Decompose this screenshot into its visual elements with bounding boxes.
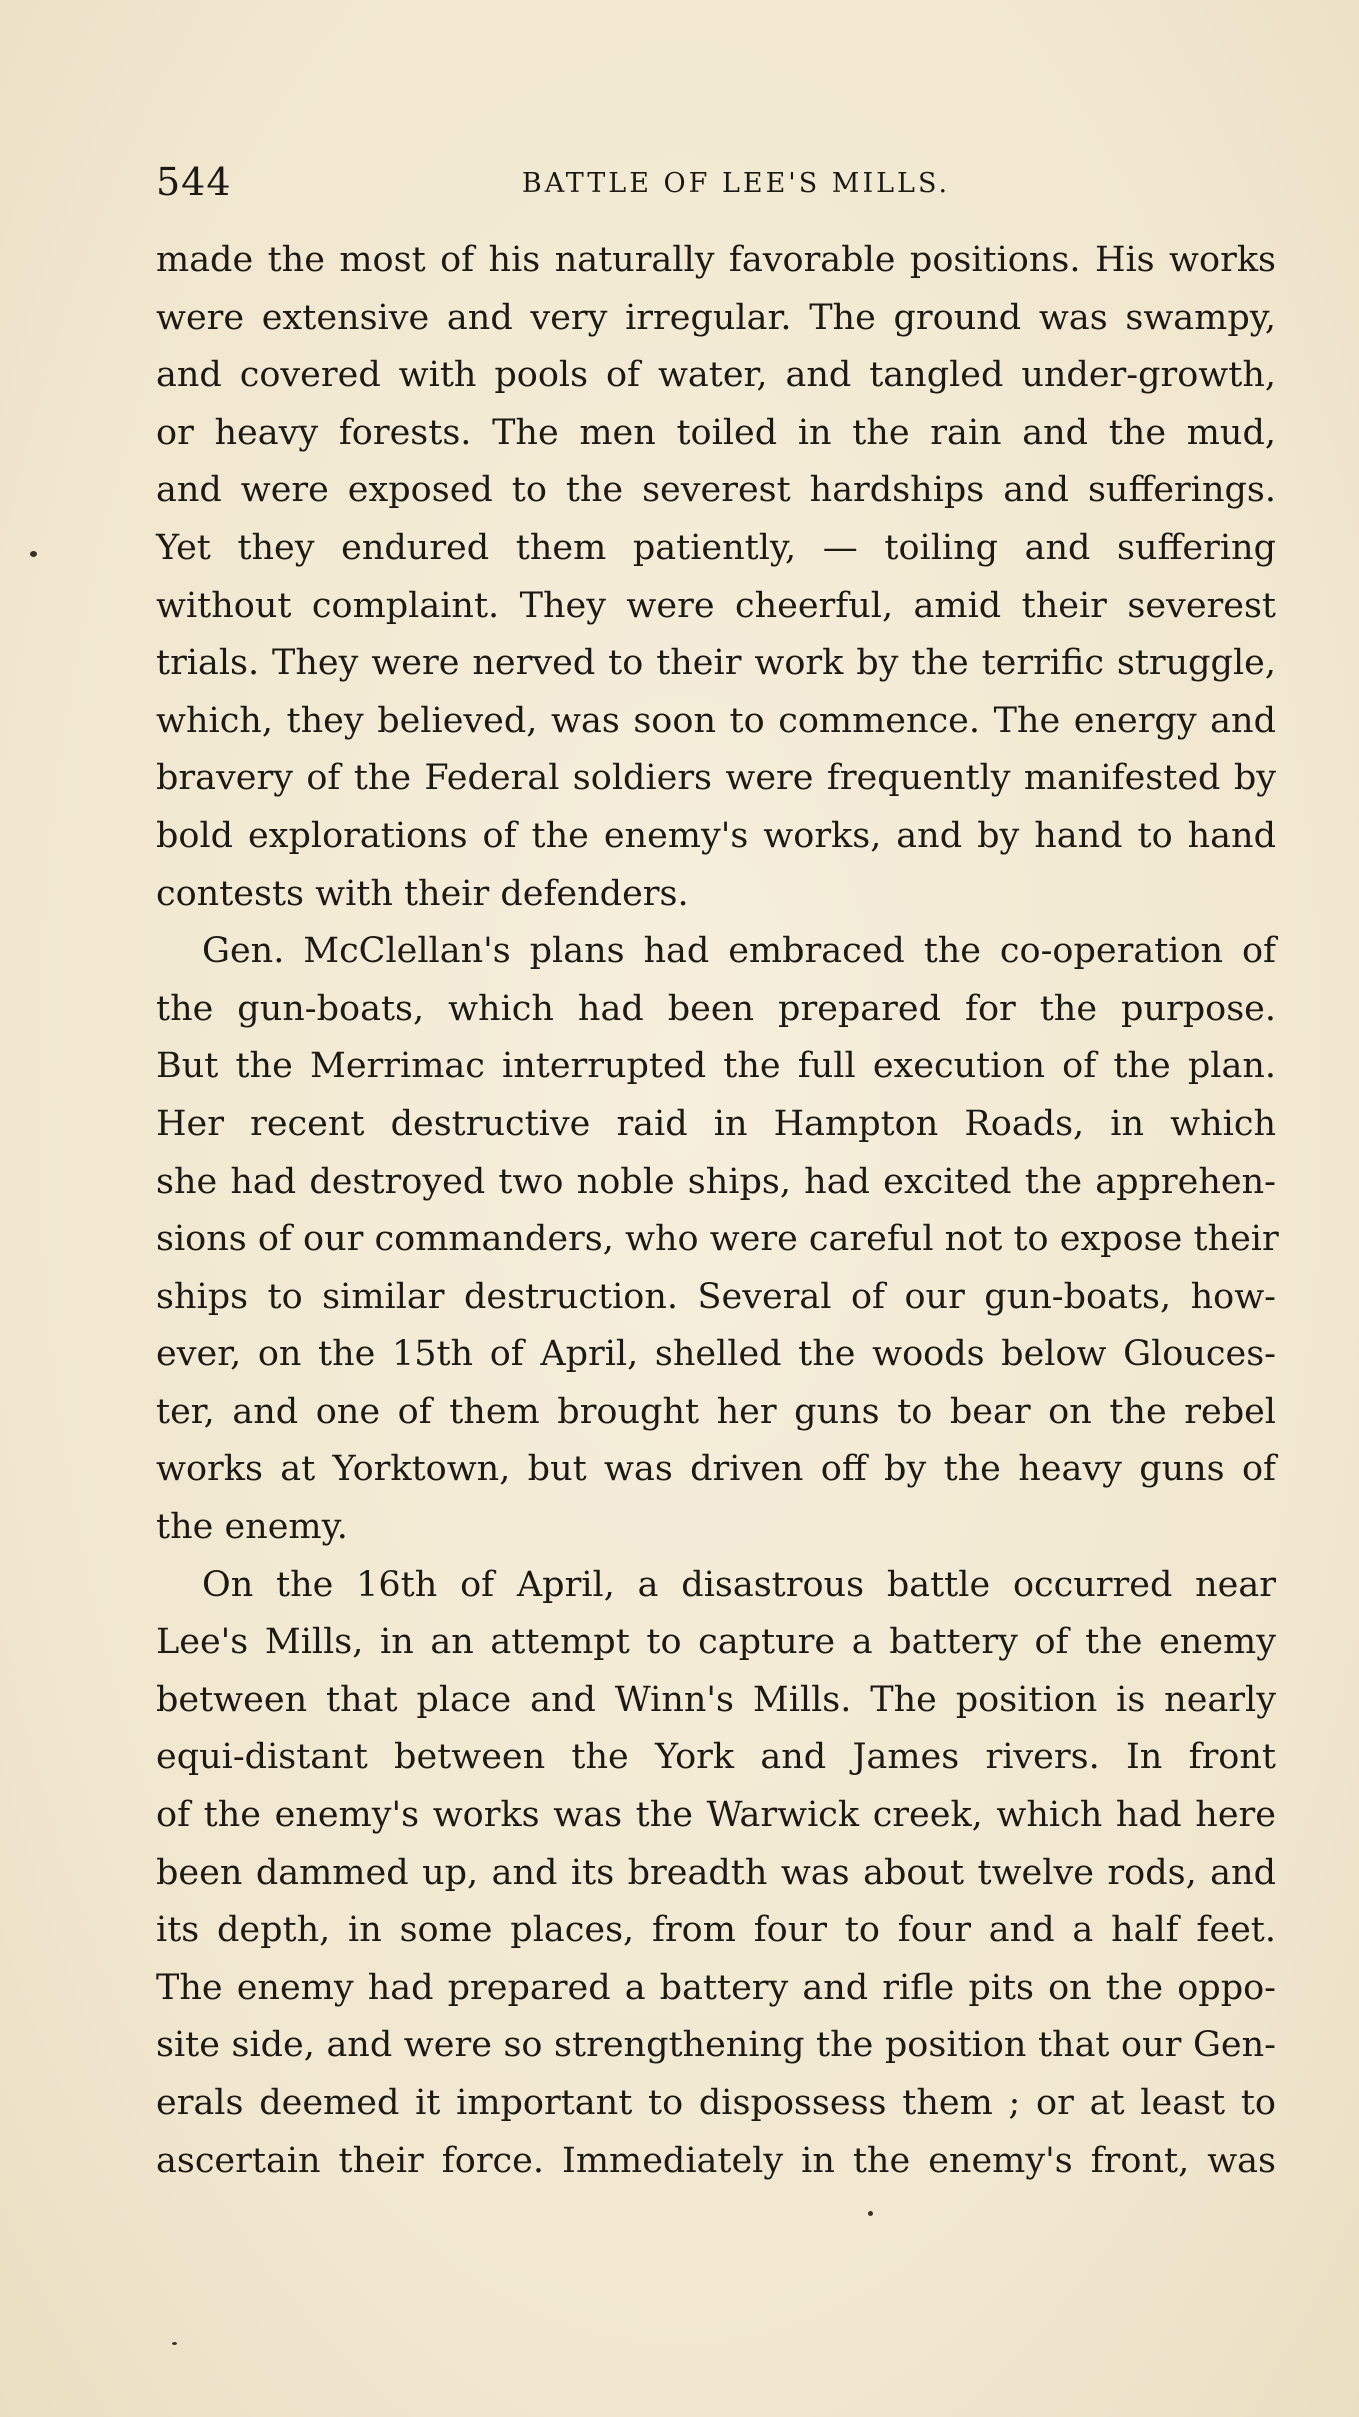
text-line: site side, and were so strengthening the position that our Gen-: [156, 2025, 1276, 2066]
text-line: ascertain their force. Immediately in the enemy's front, was: [156, 2140, 1276, 2181]
text-line: Yet they endured them patiently, — toiling and suffering: [156, 527, 1276, 568]
text-line: the enemy.: [156, 1507, 348, 1548]
running-head: [156, 160, 1276, 210]
text-line: its depth, in some places, from four to four and a half feet.: [156, 1910, 1276, 1951]
text-line: which, they believed, was soon to commence. The energy and: [156, 700, 1276, 741]
ink-speck: [868, 2211, 873, 2216]
ink-speck: [172, 2342, 177, 2345]
ink-speck: [30, 551, 37, 557]
text-line: Gen. McClellan's plans had embraced the co-operation of: [202, 931, 1276, 972]
text-line: made the most of his naturally favorable positions. His works: [156, 240, 1276, 280]
text-line: were extensive and very irregular. The ground was swampy,: [156, 297, 1276, 338]
text-line: erals deemed it important to dispossess them ; or at least to: [156, 2083, 1276, 2123]
text-line: of the enemy's works was the Warwick creek, which had here: [156, 1795, 1276, 1836]
text-line: But the Merrimac interrupted the full execution of the plan.: [156, 1046, 1276, 1087]
text-line: trials. They were nerved to their work by the terrific struggle,: [156, 643, 1276, 684]
page-number: 544: [156, 160, 232, 204]
text-line: and were exposed to the severest hardships and sufferings.: [156, 470, 1276, 511]
text-line: equi-distant between the York and James rivers. In front: [156, 1737, 1276, 1778]
text-line: ships to similar destruction. Several of our gun-boats, how-: [156, 1276, 1276, 1317]
text-line: works at Yorktown, but was driven off by the heavy guns of: [156, 1449, 1276, 1490]
text-line: between that place and Winn's Mills. The position is nearly: [156, 1679, 1276, 1720]
text-line: sions of our commanders, who were careful not to expose their: [156, 1219, 1279, 1260]
text-line: ter, and one of them brought her guns to bear on the rebel: [156, 1391, 1276, 1432]
text-line: she had destroyed two noble ships, had excited the apprehen-: [156, 1161, 1276, 1202]
text-line: bravery of the Federal soldiers were frequently manifested by: [156, 758, 1276, 799]
text-line: Lee's Mills, in an attempt to capture a battery of the enemy: [156, 1622, 1276, 1663]
text-line: Her recent destructive raid in Hampton Roads, in which: [156, 1103, 1276, 1144]
text-line: been dammed up, and its breadth was about twelve rods, and: [156, 1852, 1276, 1893]
text-line: ever, on the 15th of April, shelled the woods below Glouces-: [156, 1334, 1276, 1375]
body-text: [156, 232, 1279, 2190]
text-line: contests with their defenders.: [156, 873, 689, 914]
text-line: bold explorations of the enemy's works, and by hand to hand: [156, 815, 1276, 856]
text-line: the gun-boats, which had been prepared for the purpose.: [156, 988, 1276, 1029]
text-line: The enemy had prepared a battery and rifle pits on the oppo-: [156, 1967, 1276, 2008]
text-line: without complaint. They were cheerful, amid their severest: [156, 585, 1276, 626]
text-line: and covered with pools of water, and tangled under-growth,: [156, 355, 1276, 396]
text-line: or heavy forests. The men toiled in the rain and the mud,: [156, 412, 1276, 453]
text-line: On the 16th of April, a disastrous battle occurred near: [202, 1564, 1276, 1605]
running-title: BATTLE OF LEE'S MILLS.: [521, 168, 951, 199]
